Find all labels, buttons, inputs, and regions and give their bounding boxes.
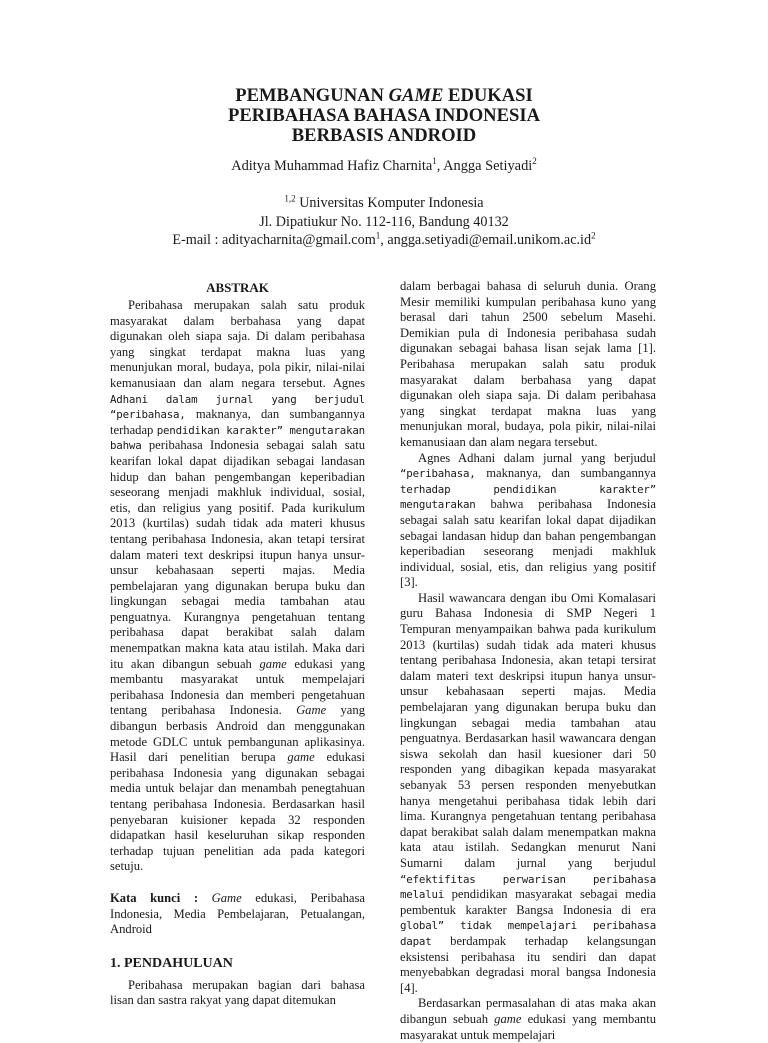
section-heading: 1. PENDAHULUAN [110,955,233,971]
title-line-3: BERBASIS ANDROID [291,125,477,146]
text-italic: game [259,656,287,671]
author-name: Aditya Muhammad Hafiz Charnita [231,158,433,174]
text-italic: Game [296,703,327,718]
address: Jl. Dipatiukur No. 112-116, Bandung 40132 [259,213,509,230]
text-run: edukasi yang membantu masyarakat untuk mempelajari peribahasa Indonesia dan memberi pengetahuan tentang peribahasa Indonesia. [110,656,365,718]
affiliation [0,194,768,250]
author-sup: 1 [432,156,437,167]
text-run: Hasil wawancara dengan ibu Omi Komalasari guru Bahasa Indonesia di SMP Negeri 1 Tempuran menyampaikan bahwa pada kurikulum 2013 (kurtilas) sudah tidak ada materi khusus tentang peribahasa Indonesia, akan tetapi tersirat dalam materi text deskripsi itupun hanya unsur-unsur kebahasaan seperti majas. Media pembelajaran yang digunakan berupa buku dan lingkungan sebagai media tambahan atau penguatnya. Berdasarkan hasil wawancara dengan siswa sekolah dan hasil kuesioner dari 50 responden yang dibagikan kepada masyarakat sebanyak 53 persen responden menyebutkan hanya mengetahui peribahasa tidak lebih dari lima. Kurangnya pengetahuan tentang peribahasa dapat berakibat salah dalam menempatkan makna kata atau istilah. Sedangkan menurut Nani Sumarni dalam jurnal yang berjudul [400,590,656,870]
author-list [0,158,768,175]
email-line: , angga.setiyadi@email.unikom.ac.id [380,232,592,248]
intro-paragraph [400,451,656,591]
text-run: Berdasarkan permasalahan di atas maka akan dibangun sebuah [400,996,656,1026]
abstract-heading: ABSTRAK [206,280,269,295]
email-line: E-mail : adityacharnita@gmail.com [172,232,376,248]
title-line-2: PERIBAHASA BAHASA INDONESIA [227,105,541,126]
right-column [400,279,656,1043]
author-sup: 2 [532,156,537,167]
text-run-script: “peribahasa, [400,467,476,481]
affil-sup: 1,2 [284,193,296,204]
author-separator: , [436,158,444,174]
institution: Universitas Komputer Indonesia [295,195,484,211]
text-run-script: pendidikan karakter” mengutarakan bahwa [110,423,365,453]
intro-paragraph [400,996,656,1043]
paper-title [0,86,768,146]
text-run: maknanya, dan sumbangannya [475,466,656,481]
title-part: EDUKASI [443,85,533,106]
abstract-paragraph [110,298,365,875]
text-run-script: Adhani dalam jurnal yang berjudul “peribahasa, [110,392,365,422]
intro-paragraph-start: Peribahasa merupakan bagian dari bahasa lisan dan sastra rakyat yang dapat ditemukan [110,977,365,1008]
text-run: bahwa peribahasa Indonesia sebagai salah satu kearifan lokal dapat dijadikan sebagai landasan hidup dan bahan pengembangan keperibadian seseorang menjadi makhluk individual, sosial, etis, dan religius yang positif [3]. [400,497,656,590]
text-run: Agnes Adhani dalam jurnal yang berjudul [418,450,656,465]
email-sup: 2 [591,230,596,241]
text-run: yang dibangun berbasis Android dan menggunakan metode GDLC untuk pembangunan aplikasinya. Hasil dari penelitian berupa [110,703,365,765]
text-run: maknanya, dan sumbangannya terhadap [110,407,365,437]
email-sup: 1 [375,230,381,241]
title-part: PEMBANGUNAN [235,85,389,106]
text-run: edukasi peribahasa Indonesia yang digunakan sebagai media untuk belajar dan menambah penegtahuan tentang peribahasa Indonesia. Berdasarkan hasil penyebaran kuisioner kepada 32 responden didapatkan hasil keseluruhan sikap responden terhadap tujuan penelitian ada pada kategori setuju. [110,750,365,874]
text-italic: game [494,1011,522,1026]
intro-paragraph [400,591,656,996]
author-name: Angga Setiyadi [443,158,533,174]
keywords-label: Kata kunci : [110,890,212,905]
text-run-script: “efektifitas perwarisan peribahasa melalui [400,872,656,902]
text-run: pendidikan masyarakat sebagai media pembentuk karakter Bangsa Indonesia di era [400,887,656,917]
text-run-script: global” tidak mempelajari peribahasa dapat [400,919,656,948]
title-italic: GAME [388,85,444,106]
left-column [110,280,365,1009]
keywords-text: edukasi, Peribahasa Indonesia, Media Pembelajaran, Petualangan, Android [110,890,366,937]
text-italic: game [287,750,315,765]
text-run: berdampak terhadap kelangsungan eksistensi peribahasa itu sendiri dan dapat menyebabkan degradasi moral bangsa Indonesia [4]. [400,933,656,995]
text-run: peribahasa Indonesia sebagai salah satu kearifan lokal dapat dijadikan sebagai landasan hidup dan bahan pengembangan keperibadian seseorang menjadi makhluk individual, sosial, etis, dan religius yang positif. Pada kurikulum 2013 (kurtilas) sudah tidak ada materi khusus tentang peribahasa Indonesia, akan tetapi tersirat dalam materi text deskripsi itupun hanya unsur-unsur kebahasaan seperti majas. Media pembelajaran yang digunakan berupa buku dan lingkungan sebagai media tambahan atau penguatnya. Kurangnya pengetahuan tentang peribahasa dapat berakibat salah dalam menempatkan makna kata atau istilah. Maka dari itu akan dibangun sebuah [110,438,365,671]
text-run: Peribahasa merupakan salah satu produk masyarakat dalam berbahasa yang dapat digunakan oleh siapa saja. Di dalam peribahasa yang singkat terdapat makna luas yang menunjukan moral, budaya, pola pikir, nilai-nilai kemanusiaan dan alam negara tersebut. Agnes [110,298,365,390]
keywords [110,891,365,938]
text-run-script: terhadap pendidikan karakter” mengutarakan [400,482,656,512]
text-run: edukasi yang membantu masyarakat untuk mempelajari [400,1011,657,1042]
intro-paragraph: dalam berbagai bahasa di seluruh dunia. Orang Mesir memiliki kumpulan peribahasa kuno yang berasal dari tahun 2500 sebelum Masehi. Demikian pula di Indonesia peribahasa sudah digunakan sebagai bahasa lisan sejak lama [1]. Peribahasa merupakan salah satu produk masyarakat dalam berbahasa yang dapat digunakan oleh siapa saja. Di dalam peribahasa yang singkat terdapat makna luas yang menunjukan moral, budaya, pola pikir, nilai-nilai kemanusiaan dan alam negara tersebut. [400,279,656,449]
text-italic: Game [211,890,242,905]
